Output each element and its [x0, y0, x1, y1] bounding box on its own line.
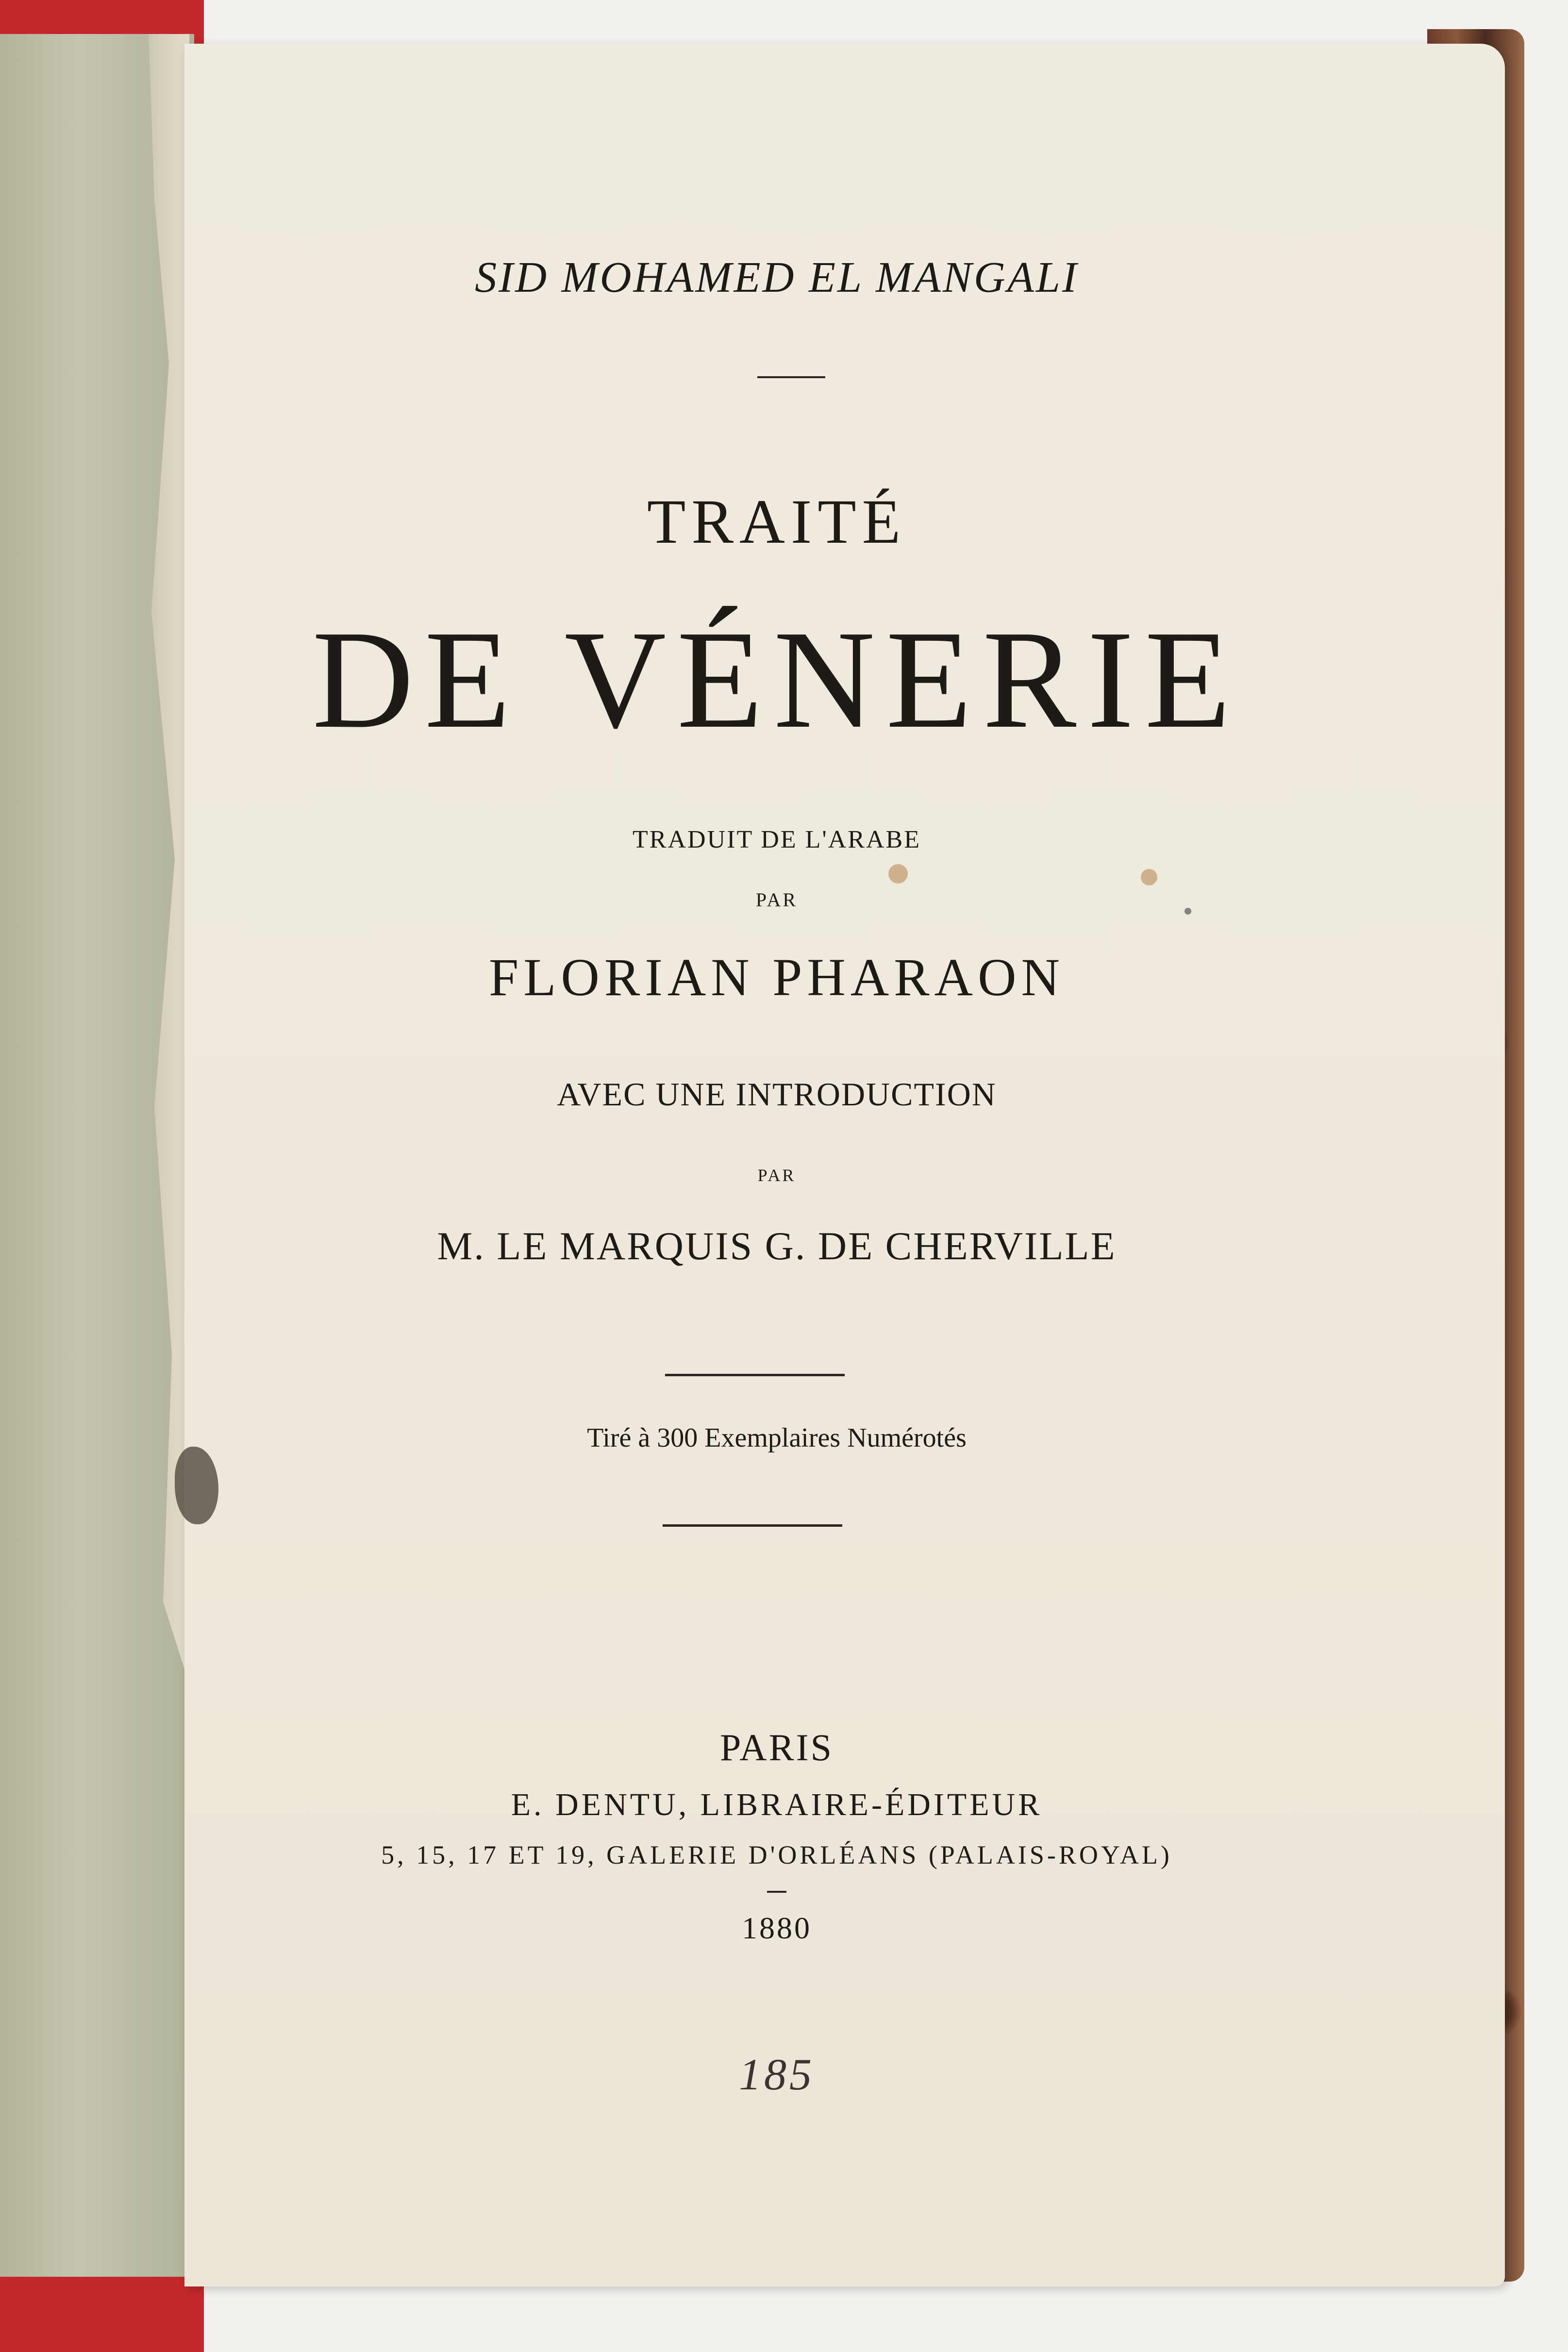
publisher-name: E. DENTU, LIBRAIRE-ÉDITEUR — [511, 1787, 1043, 1822]
translator-name: FLORIAN PHARAON — [489, 948, 1065, 1007]
par-label: PAR — [755, 889, 798, 911]
divider-rule — [665, 1374, 845, 1376]
introduction-line: AVEC UNE INTRODUCTION — [557, 1076, 997, 1113]
author-name: SID MOHAMED EL MANGALI — [475, 253, 1079, 301]
imprint-city: PARIS — [720, 1726, 834, 1768]
title-line-2: DE VÉNERIE — [312, 601, 1242, 757]
divider-rule — [663, 1524, 842, 1527]
divider-rule — [757, 376, 825, 378]
print-run-note: Tiré à 300 Exemplaires Numérotés — [587, 1423, 967, 1453]
publication-year: 1880 — [742, 1911, 812, 1945]
handwritten-shelfmark: 185 — [739, 2050, 815, 2099]
foxing-spot — [1141, 869, 1157, 885]
publisher-address: 5, 15, 17 ET 19, GALERIE D'ORLÉANS (PALAIS-ROYAL) — [381, 1840, 1172, 1869]
introducer-name: M. LE MARQUIS G. DE CHERVILLE — [437, 1224, 1117, 1268]
par-label: PAR — [757, 1166, 796, 1185]
divider-rule — [767, 1891, 786, 1893]
foxing-spot — [888, 864, 908, 884]
title-line-1: TRAITÉ — [647, 487, 907, 557]
translated-from: TRADUIT DE L'ARABE — [633, 826, 921, 853]
